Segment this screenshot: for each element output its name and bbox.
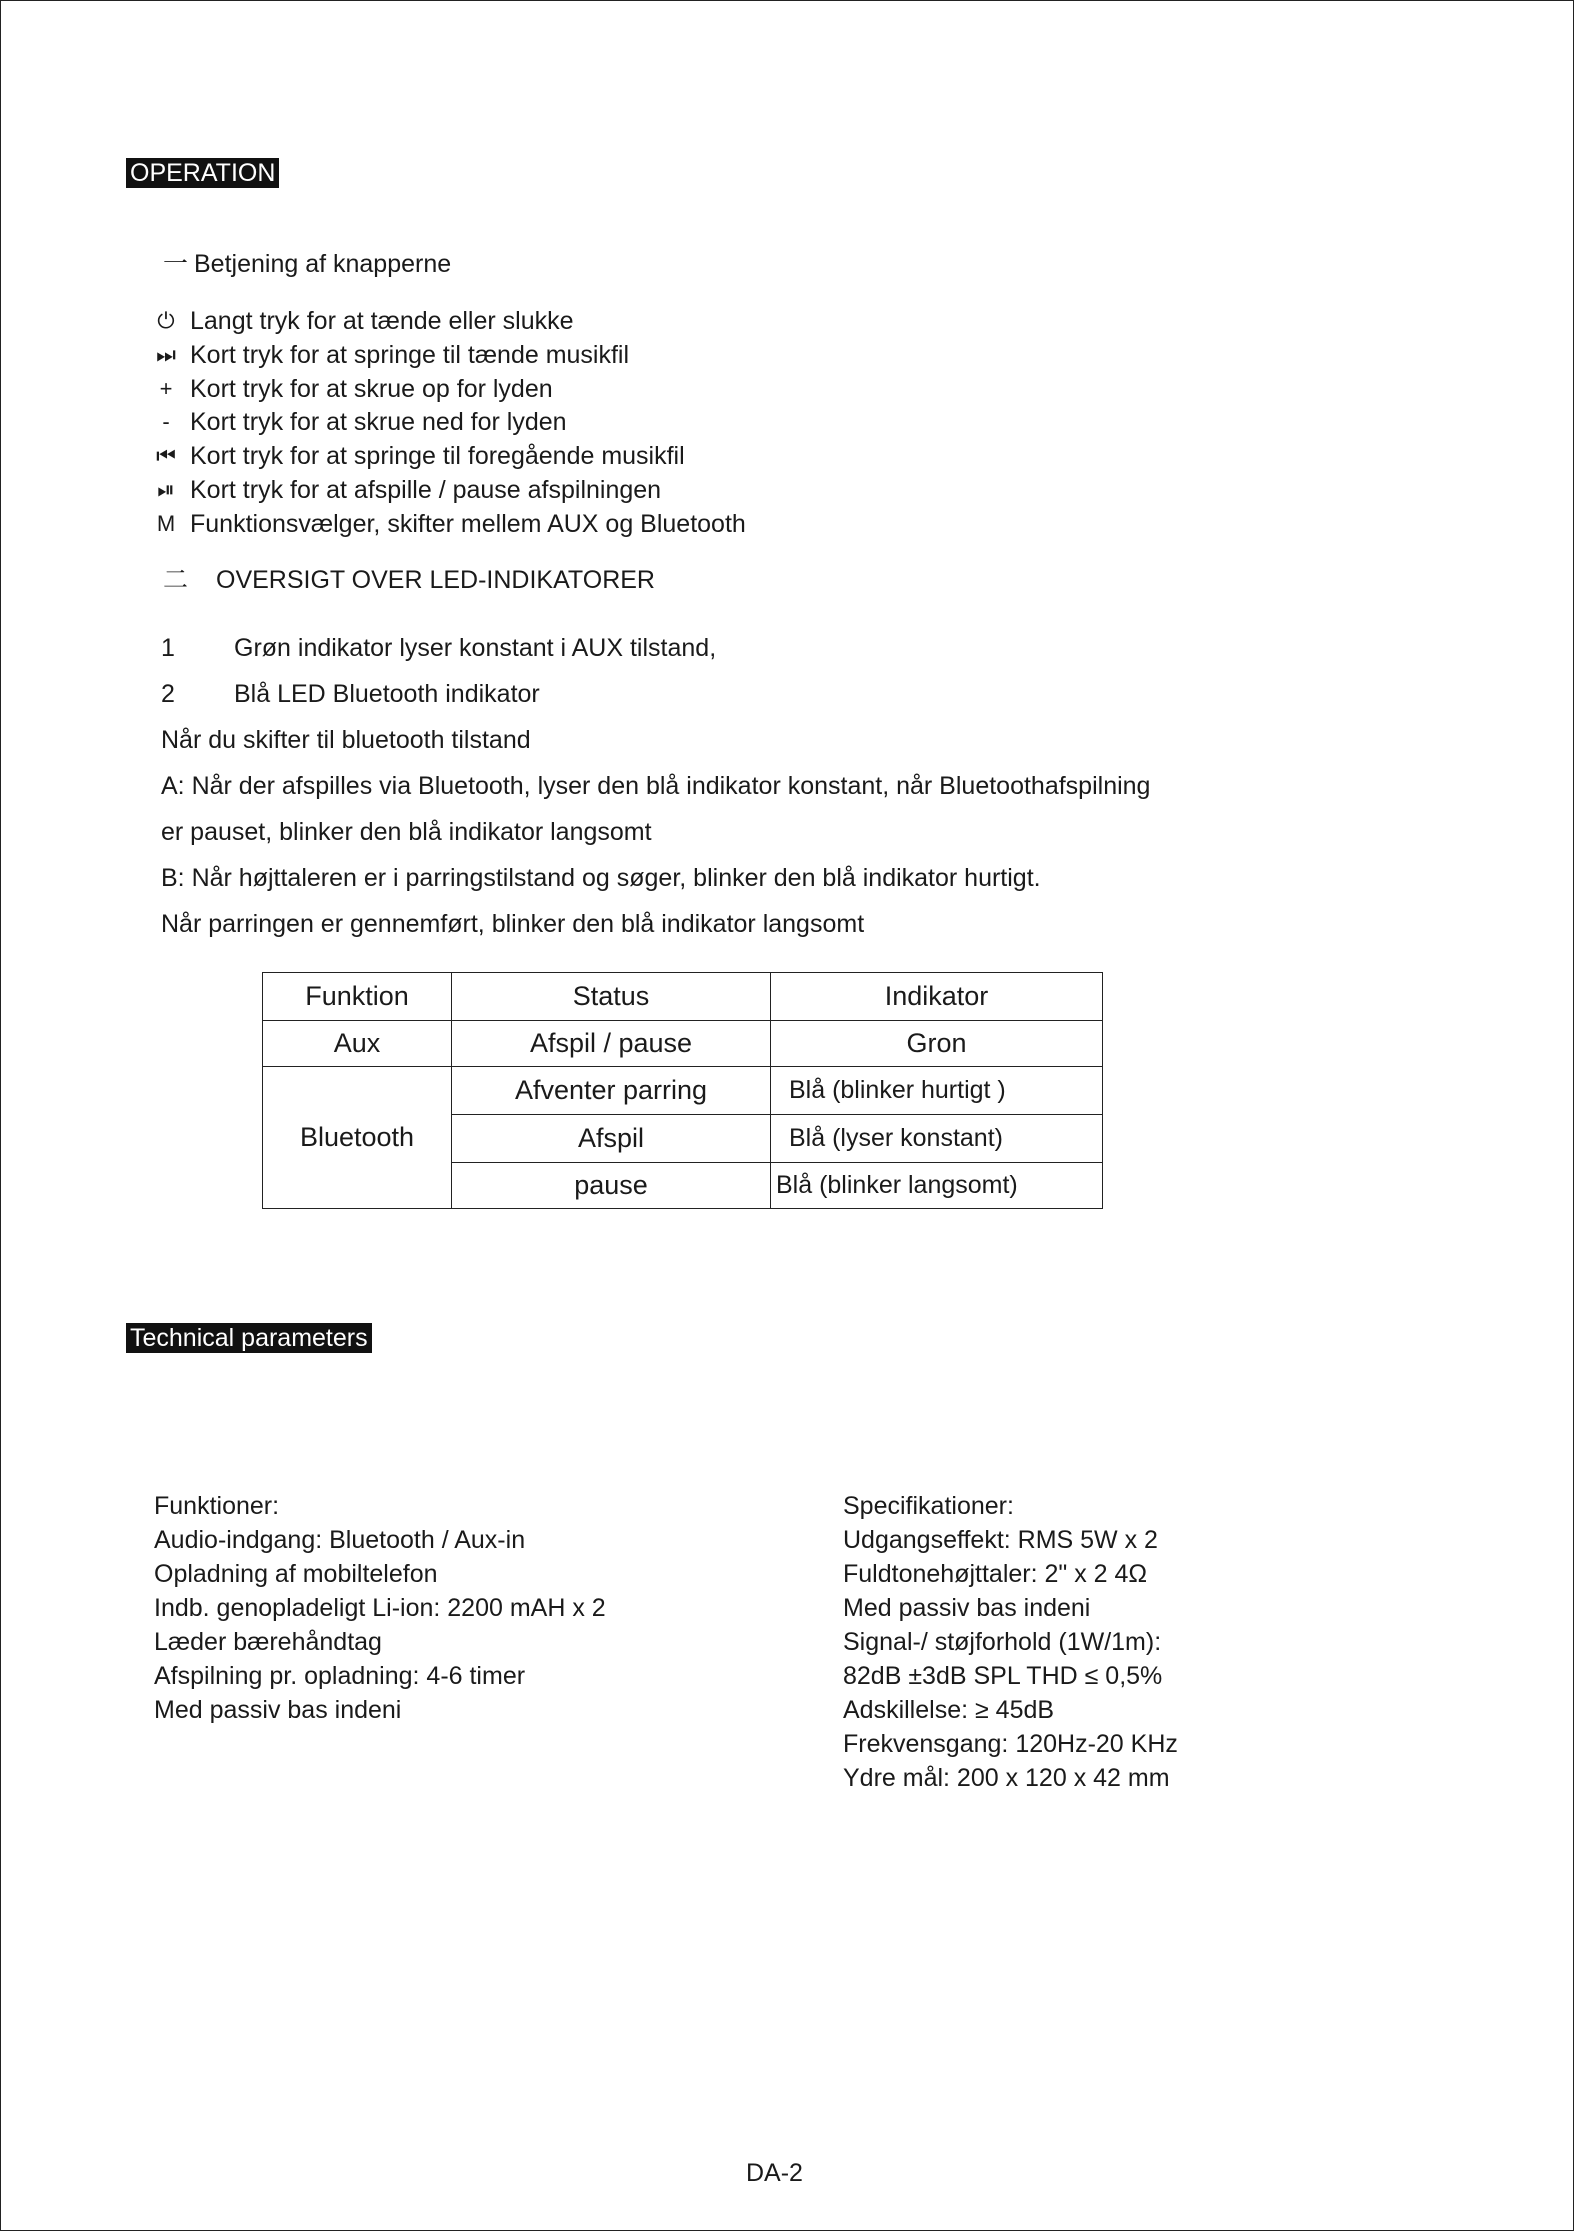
features-column [154,1489,606,1727]
button-list-item-text: Kort tryk for at skrue ned for lyden [190,408,567,437]
spec-line: Signal-/ støjforhold (1W/1m): [843,1628,1162,1656]
bluetooth-function-cell: Bluetooth [263,1067,452,1209]
led-indicator-table [262,972,1103,1209]
operation-section-label: OPERATION [126,158,279,188]
page-number: DA-2 [746,2159,803,2187]
power-icon: ⏻ [157,308,175,333]
play-pause-icon: ⏯ [157,477,175,502]
feature-line: Opladning af mobiltelefon [154,1560,438,1588]
spec-line: Adskillelse: ≥ 45dB [843,1696,1055,1724]
technical-section-label: Technical parameters [126,1323,372,1353]
spec-line: Udgangseffekt: RMS 5W x 2 [843,1526,1158,1554]
table-row [263,1021,1103,1067]
spec-line: Frekvensgang: 120Hz-20 KHz [843,1730,1178,1758]
table-row [263,1067,1103,1115]
led-heading-marker: 二 [163,566,189,594]
mode-icon: M [156,510,176,536]
specifications-heading: Specifikationer: [843,1492,1014,1520]
spec-line: Med passiv bas indeni [843,1594,1091,1622]
button-list-item-text: Kort tryk for at springe til tænde musikfil [190,340,630,369]
next-track-icon: ⏭ [156,341,176,367]
spec-line: Fuldtonehøjttaler: 2" x 2 4Ω [843,1560,1148,1588]
feature-line: Med passiv bas indeni [154,1696,402,1724]
led-paragraph: Når du skifter til bluetooth tilstand [161,726,531,754]
aux-status-cell: Afspil / pause [452,1021,771,1067]
header-function: Funktion [263,973,452,1021]
specifications-column [843,1489,1178,1795]
bluetooth-indicator-cell: Blå (blinker langsomt) [771,1163,1103,1209]
spec-line: Ydre mål: 200 x 120 x 42 mm [843,1764,1170,1792]
bluetooth-status-cell: Afspil [452,1115,771,1163]
led-paragraph: Når parringen er gennemført, blinker den blå indikator langsomt [161,910,865,938]
bluetooth-status-cell: pause [452,1163,771,1209]
feature-line: Læder bærehåndtag [154,1628,382,1656]
bluetooth-status-cell: Afventer parring [452,1067,771,1115]
table-header-row [263,973,1103,1021]
feature-line: Indb. genopladeligt Li-ion: 2200 mAH x 2 [154,1594,606,1622]
led-item-text: Grøn indikator lyser konstant i AUX tilstand, [234,634,717,662]
led-paragraph: B: Når højttaleren er i parringstilstand og søger, blinker den blå indikator hurtigt. [161,864,1041,892]
aux-function-cell: Aux [263,1021,452,1067]
feature-line: Audio-indgang: Bluetooth / Aux-in [154,1526,526,1554]
bluetooth-indicator-cell: Blå (lyser konstant) [771,1115,1103,1163]
button-list-item-text: Kort tryk for at springe til foregående musikfil [190,442,685,471]
header-indicator: Indikator [771,973,1103,1021]
features-heading: Funktioner: [154,1492,280,1520]
buttons-heading-marker: 一 [163,250,189,278]
bluetooth-indicator-cell: Blå (blinker hurtigt ) [771,1067,1103,1115]
button-list-item-text: Kort tryk for at afspille / pause afspilningen [190,476,662,504]
led-paragraph: er pauset, blinker den blå indikator langsomt [161,818,652,846]
led-item-text: Blå LED Bluetooth indikator [234,680,540,708]
led-item-number: 1 [161,634,175,662]
previous-track-icon: ⏮ [156,443,176,469]
button-list-item-text: Kort tryk for at skrue op for lyden [190,374,553,403]
buttons-heading: Betjening af knapperne [194,250,452,278]
header-status: Status [452,973,771,1021]
spec-line: 82dB ±3dB SPL THD ≤ 0,5% [843,1662,1163,1690]
led-item-number: 2 [161,680,175,708]
feature-line: Afspilning pr. opladning: 4-6 timer [154,1662,526,1690]
button-list-item-text: Langt tryk for at tænde eller slukke [190,307,574,335]
led-heading: OVERSIGT OVER LED-INDIKATORER [216,566,655,594]
aux-indicator-cell: Gron [771,1021,1103,1067]
led-paragraph: A: Når der afspilles via Bluetooth, lyser den blå indikator konstant, når Bluetoothafspilning [161,772,1151,800]
minus-icon: - [162,409,170,435]
plus-icon: + [159,375,173,401]
button-list-item-text: Funktionsvælger, skifter mellem AUX og Bluetooth [190,509,746,538]
